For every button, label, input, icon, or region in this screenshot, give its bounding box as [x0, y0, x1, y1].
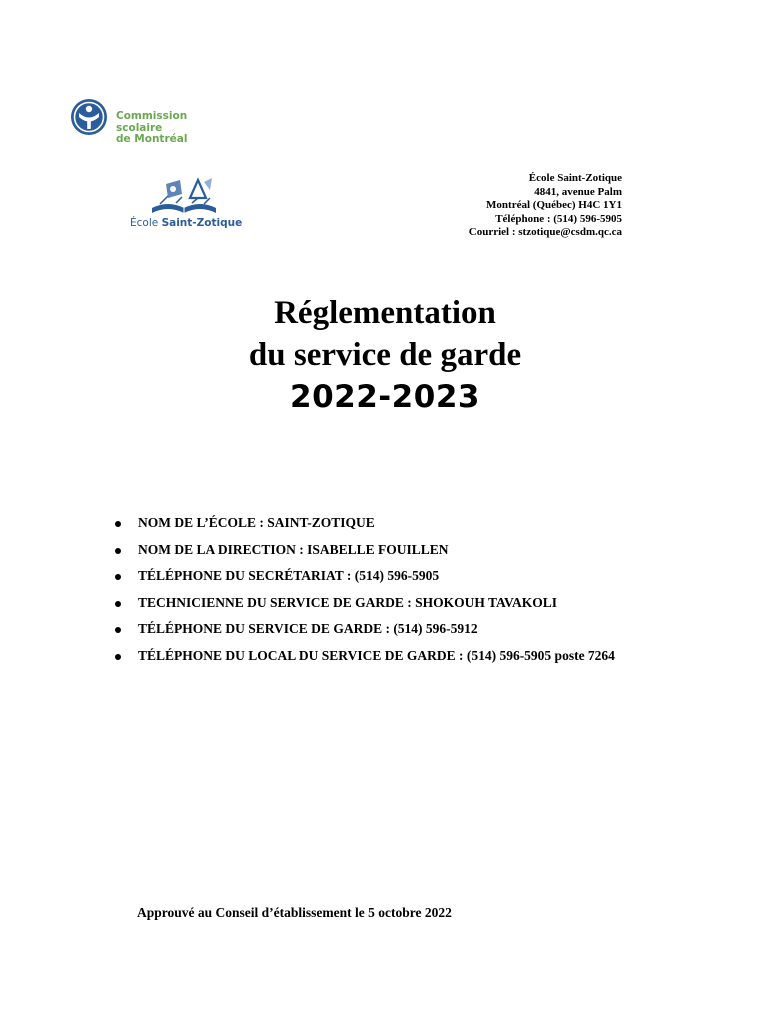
document-title: [0, 292, 770, 418]
csdm-emblem-icon: [70, 98, 108, 136]
list-item: TÉLÉPHONE DU SECRÉTARIAT : (514) 596-5905: [112, 563, 615, 590]
list-item: NOM DE LA DIRECTION : ISABELLE FOUILLEN: [112, 537, 615, 564]
address-city: Montréal (Québec) H4C 1Y1: [486, 199, 622, 211]
csdm-line-2: scolaire: [116, 121, 163, 134]
title-line-2: du service de garde: [248, 337, 522, 373]
address-phone: Téléphone : (514) 596-5905: [495, 212, 622, 225]
title-year: 2022-2023: [290, 379, 480, 415]
csdm-line-1: Commission: [116, 110, 188, 122]
address-school: École Saint-Zotique: [528, 172, 622, 184]
csdm-logo: [70, 98, 190, 148]
list-item: TÉLÉPHONE DU LOCAL DU SERVICE DE GARDE : (514) 596-5905 poste 7264: [112, 643, 615, 670]
list-item: NOM DE L’ÉCOLE : SAINT-ZOTIQUE: [112, 510, 615, 537]
school-info-list: [112, 510, 615, 670]
csdm-logo-text: [116, 111, 187, 146]
school-logo-name: [130, 217, 242, 229]
school-emblem-icon: [146, 176, 222, 216]
list-item: TÉLÉPHONE DU SERVICE DE GARDE : (514) 596-5912: [112, 616, 615, 643]
approval-note: Approuvé au Conseil d’établissement le 5 octobre 2022: [137, 905, 452, 920]
csdm-line-3: de Montréal: [116, 133, 188, 145]
school-logo: [130, 176, 260, 234]
address-email: Courriel : stzotique@csdm.qc.ca: [468, 226, 622, 238]
title-line-1: Réglementation: [274, 295, 496, 331]
address-block: [469, 172, 622, 240]
school-logo-main: Saint-Zotique: [161, 217, 243, 229]
list-item: TECHNICIENNE DU SERVICE DE GARDE : SHOKOUH TAVAKOLI: [112, 590, 615, 617]
school-logo-prefix: École: [130, 217, 159, 229]
address-street: 4841, avenue Palm: [534, 185, 622, 198]
